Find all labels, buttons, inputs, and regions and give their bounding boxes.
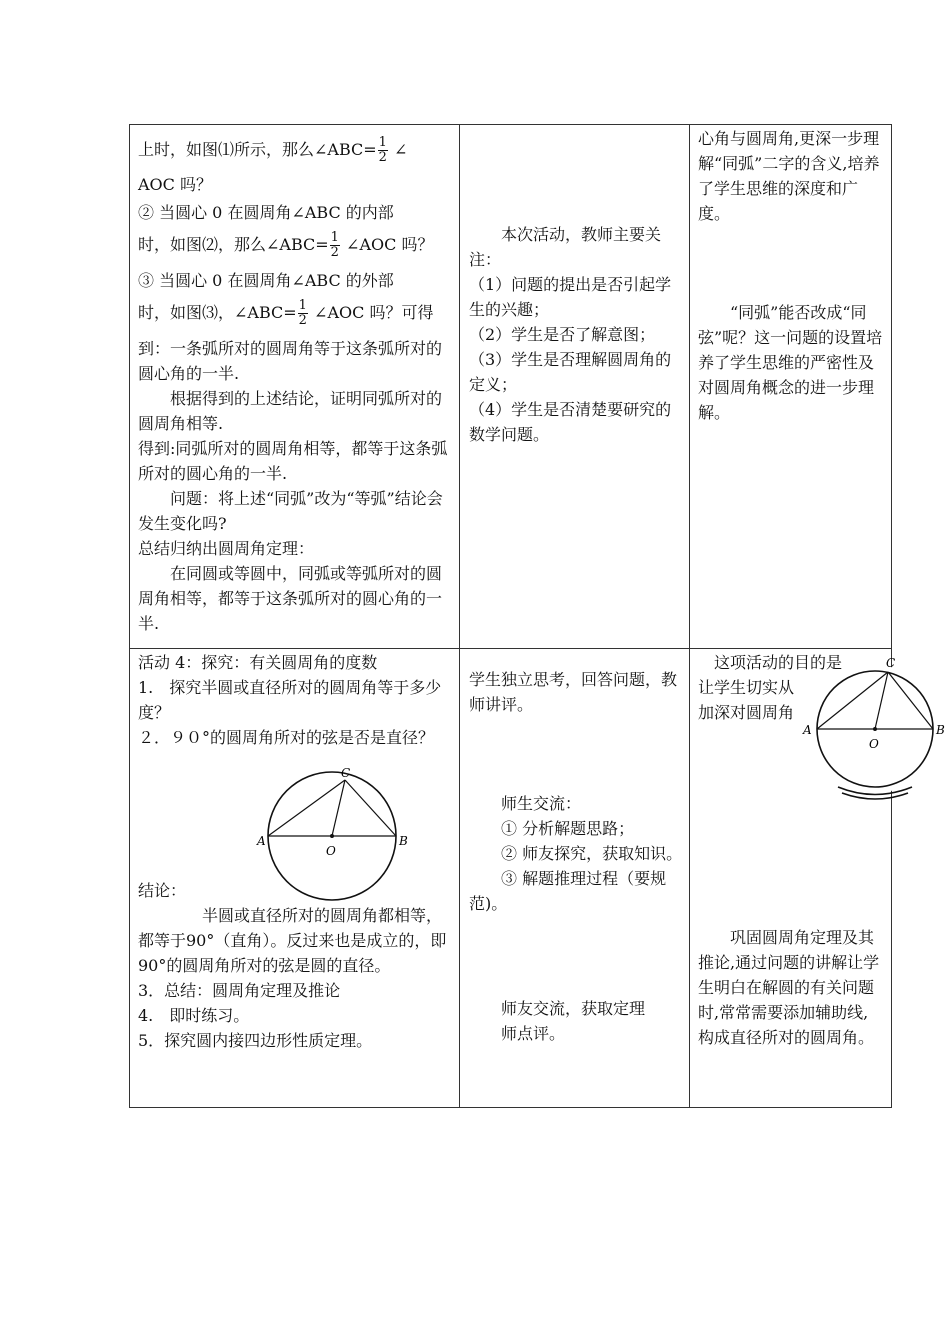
cell-teacher-focus xyxy=(469,222,683,447)
theorem-statement: 在同圆或等圆中，同弧或等弧所对的圆周角相等，都等于这条弧所对的圆心角的一半. xyxy=(138,564,443,633)
text-paragraph: 总结归纳出圆周角定理： xyxy=(138,539,315,558)
column-divider-1 xyxy=(459,124,460,1107)
question-2: ２．９０°的圆周角所对的弦是否是直径？ xyxy=(138,728,435,747)
text-paragraph: 学生独立思考，回答问题，教师讲评。 xyxy=(469,670,678,714)
step-4: 4. 即时练习。 xyxy=(138,1006,250,1025)
label-o: O xyxy=(326,844,336,858)
row-divider xyxy=(129,648,891,649)
list-item: （2）学生是否了解意图； xyxy=(469,325,656,344)
label-c: C xyxy=(341,766,351,780)
center-point xyxy=(330,834,334,838)
cell-activity-content-top xyxy=(138,130,454,636)
question-1: 1. 探究半圆或直径所对的圆周角等于多少度？ xyxy=(138,678,442,722)
list-item: ① 分析解题思路； xyxy=(501,819,635,838)
activity-title: 活动 4：探究：有关圆周角的度数 xyxy=(138,653,378,672)
conclusion-label: 结论： xyxy=(138,881,187,900)
text-line: 这项活动的目的是 xyxy=(714,653,843,672)
step-5: 5．探究圆内接四边形性质定理。 xyxy=(138,1031,373,1050)
text-paragraph: 到：一条弧所对的圆周角等于这条弧所对的圆心角的一半. xyxy=(138,339,443,383)
text-line: ∠AOC 吗？可得 xyxy=(314,303,434,322)
chord-bc xyxy=(345,780,396,836)
list-item: ③ 解题推理过程（要规范)。 xyxy=(469,869,667,913)
list-item: （4）学生是否清楚要研究的数学问题。 xyxy=(469,400,672,444)
text-line: 时，如图⑶，∠ABC= xyxy=(138,303,297,322)
conclusion-text: 半圆或直径所对的圆周角都相等，都等于90°（直角）。反过来也是成立的，即 90°的圆周角所对的弦是圆的直径。 xyxy=(138,906,447,975)
center-point xyxy=(873,727,877,731)
text-paragraph: 师生交流： xyxy=(501,794,582,813)
text-line: 让学生切实从 xyxy=(698,678,795,697)
text-paragraph: 得到:同弧所对的圆周角相等，都等于这条弧所对的圆心角的一半. xyxy=(138,439,448,483)
text-line: AOC 吗？ xyxy=(138,175,213,194)
label-b: B xyxy=(399,834,408,848)
circle-diameter-figure-overlay xyxy=(800,652,950,802)
text-line: 加深对圆周角 xyxy=(698,703,795,722)
text-line: ∠ xyxy=(394,140,408,159)
text-line: ② 当圆心 0 在圆周角∠ABC 的内部 xyxy=(138,203,394,222)
text-line: ③ 当圆心 0 在圆周角∠ABC 的外部 xyxy=(138,271,394,290)
text-line: ∠AOC 吗？ xyxy=(346,235,434,254)
column-divider-2 xyxy=(689,124,690,1107)
label-o: O xyxy=(869,737,879,751)
text-line: 上时，如图⑴所示，那么∠ABC= xyxy=(138,140,377,159)
label-c: C xyxy=(886,656,896,670)
label-a: A xyxy=(803,723,812,737)
fraction-half: $\frac{1}{2}$ xyxy=(330,230,339,260)
step-3: 3．总结：圆周角定理及推论 xyxy=(138,981,341,1000)
text-paragraph: 本次活动，教师主要关注： xyxy=(469,225,662,269)
text-paragraph: 师点评。 xyxy=(501,1024,566,1043)
text-paragraph: 根据得到的上述结论，证明同弧所对的圆周角相等. xyxy=(138,389,443,433)
cell-teacher-student-activity xyxy=(469,667,683,1046)
cell-design-intent-top xyxy=(698,126,884,425)
text-paragraph: 师友交流，获取定理 xyxy=(501,999,646,1018)
text-paragraph: 心角与圆周角,更深一步理解“同弧”二字的含义,培养了学生思维的深度和广度。 xyxy=(698,129,880,223)
text-line: 时，如图⑵，那么∠ABC= xyxy=(138,235,329,254)
fraction-half: $\frac{1}{2}$ xyxy=(298,298,307,328)
text-paragraph: 问题：将上述“同弧”改为“等弧”结论会发生变化吗? xyxy=(138,489,443,533)
list-item: （3）学生是否理解圆周角的定义； xyxy=(469,350,672,394)
fraction-half: $\frac{1}{2}$ xyxy=(378,135,387,165)
text-paragraph: 巩固圆周角定理及其推论,通过问题的讲解让学生明白在解圆的有关问题时,常常需要添加辅助线,构成直径所对的圆周角。 xyxy=(698,928,880,1047)
label-b: B xyxy=(936,723,945,737)
circle-diameter-figure xyxy=(255,765,415,905)
text-paragraph: “同弧”能否改成“同弦”呢？这一问题的设置培养了学生思维的严密性及对圆周角概念的进一步理解。 xyxy=(698,303,883,422)
list-item: （1）问题的提出是否引起学生的兴趣； xyxy=(469,275,672,319)
list-item: ② 师友探究，获取知识。 xyxy=(501,844,683,863)
label-a: A xyxy=(257,834,266,848)
